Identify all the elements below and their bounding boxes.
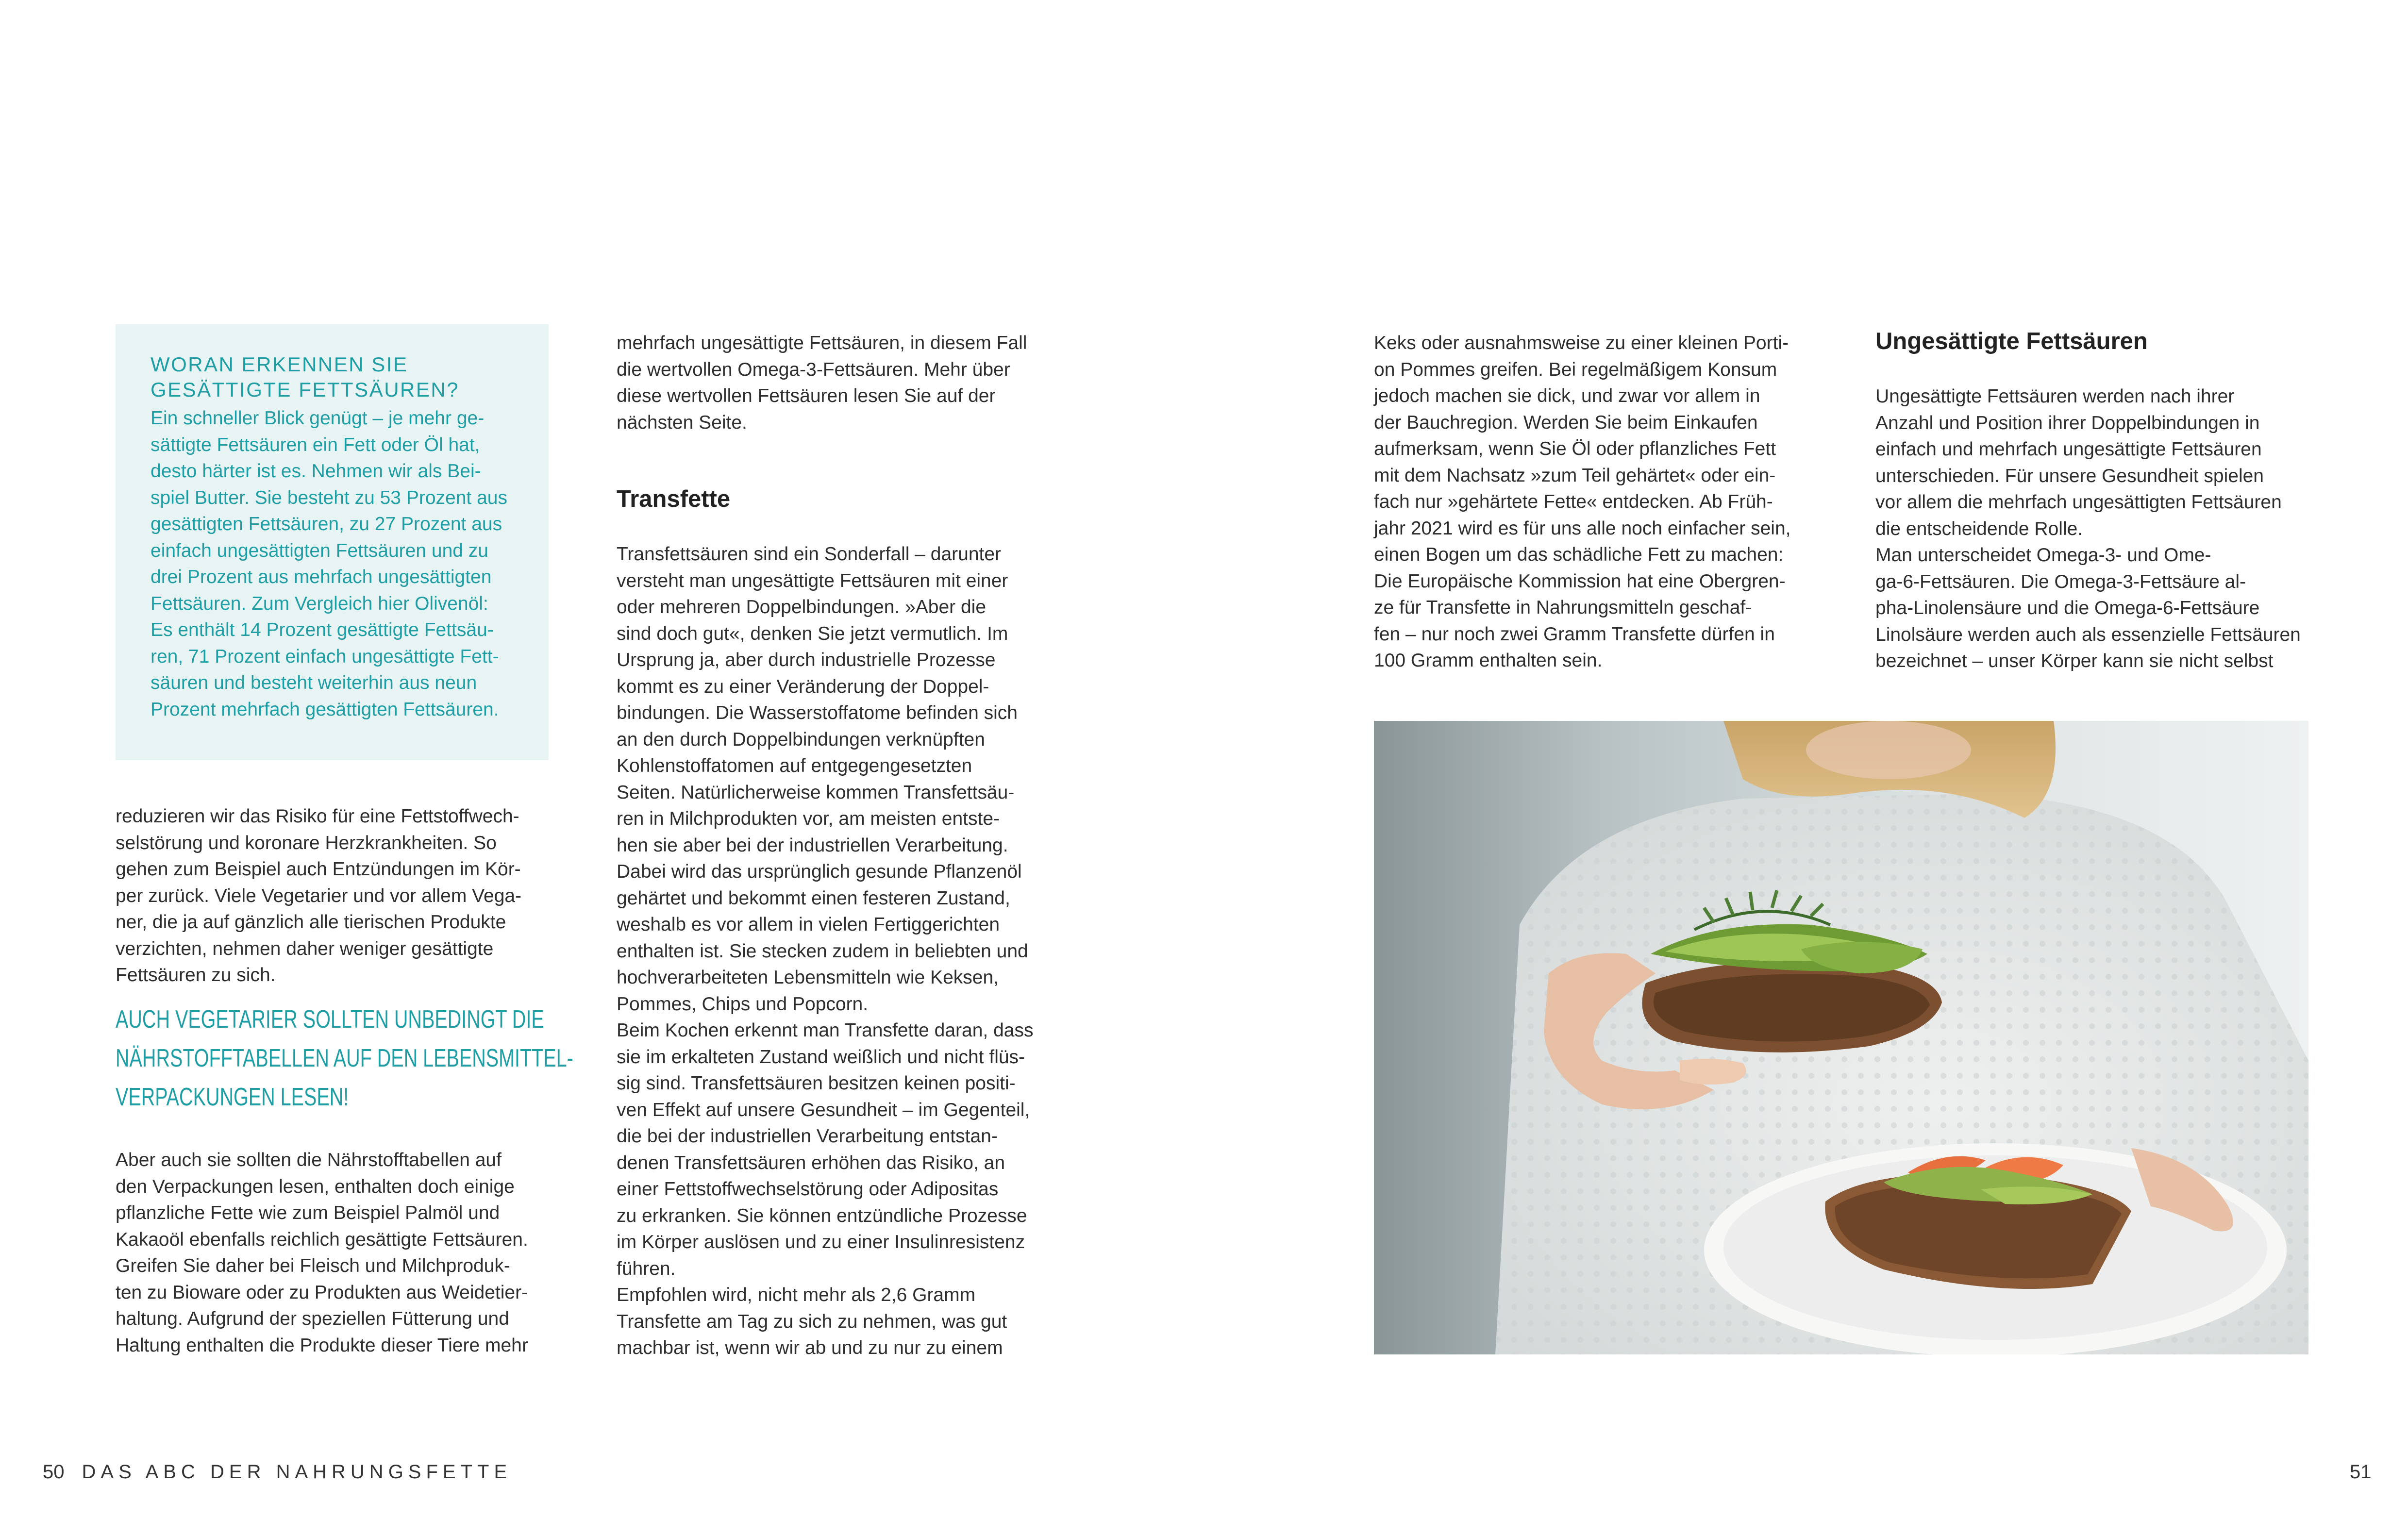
text-line: Anzahl und Position ihrer Doppelbindungen in	[1875, 412, 2260, 434]
info-box-title-line: WORAN ERKENNEN SIE	[150, 353, 408, 376]
text-line: Pommes, Chips und Popcorn.	[617, 993, 869, 1015]
text-line: unterschieden. Für unsere Gesundheit spielen	[1875, 465, 2264, 486]
info-box-line: sättigte Fettsäuren ein Fett oder Öl hat,	[150, 434, 480, 455]
text-line: versteht man ungesättigte Fettsäuren mit einer	[617, 570, 1008, 591]
text-line: Haltung enthalten die Produkte dieser Tiere mehr	[116, 1335, 528, 1356]
text-line: 100 Gramm enthalten sein.	[1374, 650, 1603, 671]
text-line: einfach und mehrfach ungesättigte Fettsäuren	[1875, 439, 2262, 460]
text-line: ner, die ja auf gänzlich alle tierischen Produkte	[116, 912, 506, 933]
text-line: fach nur »gehärtete Fette« entdecken. Ab Früh-	[1374, 491, 1773, 512]
text-line: sig sind. Transfettsäuren besitzen keinen positi-	[617, 1073, 1016, 1094]
text-line: Ursprung ja, aber durch industrielle Prozesse	[617, 650, 996, 670]
text-line: Greifen Sie daher bei Fleisch und Milchproduk-	[116, 1255, 510, 1276]
text-line: gehen zum Beispiel auch Entzündungen im Kör-	[116, 859, 521, 880]
text-line: Fettsäuren zu sich.	[116, 965, 276, 985]
text-line: einer Fettstoffwechselstörung oder Adipositas	[617, 1179, 999, 1200]
text-line: nächsten Seite.	[617, 412, 747, 433]
left-column-1-paragraph-2	[116, 1147, 552, 1359]
text-line: weshalb es vor allem in vielen Fertiggerichten	[617, 914, 1000, 935]
page-number-left: 50	[43, 1461, 65, 1483]
text-line: Linolsäure werden auch als essenzielle Fettsäuren	[1875, 624, 2301, 645]
text-line: der Bauchregion. Werden Sie beim Einkaufen	[1374, 412, 1758, 433]
text-line: bindungen. Die Wasserstoffatome befinden sich	[617, 702, 1018, 723]
text-line: verzichten, nehmen daher weniger gesättigte	[116, 938, 494, 959]
text-line: ga-6-Fettsäuren. Die Omega-3-Fettsäure al-	[1875, 571, 2246, 592]
text-line: bezeichnet – unser Körper kann sie nicht selbst	[1875, 651, 2274, 671]
section-heading-transfette: Transfette	[617, 486, 731, 512]
text-line: mit dem Nachsatz »zum Teil gehärtet« oder ein-	[1374, 465, 1776, 486]
text-line: Beim Kochen erkennt man Transfette daran, dass	[617, 1020, 1034, 1041]
text-line: hen sie aber bei der industriellen Verarbeitung.	[617, 835, 1008, 856]
section-heading-ungesaettigte: Ungesättigte Fettsäuren	[1875, 328, 2148, 354]
info-box-line: ren, 71 Prozent einfach ungesättigte Fett-	[150, 646, 499, 667]
text-line: im Körper auslösen und zu einer Insulinresistenz	[617, 1232, 1025, 1252]
text-line: jedoch machen sie dick, und zwar vor allem in	[1374, 385, 1760, 406]
text-line: einen Bogen um das schädliche Fett zu machen:	[1374, 544, 1784, 565]
text-line: on Pommes greifen. Bei regelmäßigem Konsum	[1374, 359, 1777, 380]
text-line: jahr 2021 wird es für uns alle noch einfacher sein,	[1374, 517, 1791, 539]
info-box-line: desto härter ist es. Nehmen wir als Bei-	[150, 461, 481, 482]
info-box-line: Es enthält 14 Prozent gesättigte Fettsäu-	[150, 619, 494, 640]
text-line: an den durch Doppelbindungen verknüpften	[617, 729, 985, 750]
text-line: Keks oder ausnahmsweise zu einer kleinen Porti-	[1374, 333, 1789, 353]
avocado-toast-photo	[1374, 721, 2308, 1354]
pull-quote-line: VERPACKUNGEN LESEN!	[116, 1083, 349, 1111]
left-column-2-intro	[617, 330, 1054, 436]
text-line: sie im erkalteten Zustand weißlich und nicht flüs-	[617, 1046, 1025, 1068]
pull-quote	[116, 1000, 573, 1117]
left-column-1-paragraph	[116, 803, 552, 989]
text-line: enthalten ist. Sie stecken zudem in beliebten und	[617, 940, 1028, 962]
text-line: die entscheidende Rolle.	[1875, 518, 2083, 539]
info-box-line: Fettsäuren. Zum Vergleich hier Olivenöl:	[150, 593, 488, 614]
text-line: Dabei wird das ursprünglich gesunde Pflanzenöl	[617, 861, 1022, 882]
text-line: Man unterscheidet Omega-3- und Ome-	[1875, 545, 2211, 566]
text-line: aufmerksam, wenn Sie Öl oder pflanzliches Fett	[1374, 438, 1776, 459]
text-line: kommt es zu einer Veränderung der Doppel-	[617, 676, 989, 697]
section-title: DAS ABC DER NAHRUNGSFETTE	[82, 1461, 512, 1483]
text-line: die bei der industriellen Verarbeitung entstan-	[617, 1126, 998, 1147]
text-line: selstörung und koronare Herzkrankheiten. So	[116, 832, 497, 853]
info-box-line: einfach ungesättigten Fettsäuren und zu	[150, 540, 488, 561]
text-line: die wertvollen Omega-3-Fettsäuren. Mehr über	[617, 359, 1010, 380]
page-number-right: 51	[2350, 1461, 2372, 1483]
text-line: Empfohlen wird, nicht mehr als 2,6 Gramm	[617, 1285, 976, 1305]
text-line: Kohlenstoffatomen auf entgegengesetzten	[617, 755, 972, 776]
text-line: reduzieren wir das Risiko für eine Fettstoffwech-	[116, 806, 519, 827]
text-line: ren in Milchprodukten vor, am meisten entste-	[617, 808, 1000, 829]
text-line: ven Effekt auf unsere Gesundheit – im Gegenteil,	[617, 1099, 1030, 1120]
text-line: diese wertvollen Fettsäuren lesen Sie auf der	[617, 385, 996, 406]
left-column-2-body	[617, 541, 1054, 1362]
text-line: mehrfach ungesättigte Fettsäuren, in diesem Fall	[617, 333, 1027, 353]
info-box-title	[150, 352, 514, 402]
text-line: per zurück. Viele Vegetarier und vor allem Vega-	[116, 885, 522, 906]
info-box	[116, 324, 549, 760]
pull-quote-line: AUCH VEGETARIER SOLLTEN UNBEDINGT DIE	[116, 1005, 544, 1034]
text-line: den Verpackungen lesen, enthalten doch einige	[116, 1176, 515, 1197]
text-line: Transfettsäuren sind ein Sonderfall – darunter	[617, 544, 1002, 565]
text-line: Transfette am Tag zu sich zu nehmen, was gut	[617, 1311, 1007, 1332]
info-box-line: spiel Butter. Sie besteht zu 53 Prozent aus	[150, 487, 507, 508]
text-line: Die Europäische Kommission hat eine Obergren-	[1374, 570, 1786, 592]
info-box-line: drei Prozent aus mehrfach ungesättigten	[150, 567, 492, 587]
text-line: Aber auch sie sollten die Nährstofftabellen auf	[116, 1150, 502, 1170]
text-line: ze für Transfette in Nahrungsmitteln geschaf-	[1374, 597, 1752, 618]
text-line: pflanzliche Fette wie zum Beispiel Palmöl und	[116, 1202, 500, 1223]
right-column-2	[1875, 384, 2322, 675]
info-box-body	[150, 405, 514, 723]
text-line: Kakaoöl ebenfalls reichlich gesättigte Fettsäuren.	[116, 1229, 528, 1250]
running-footer	[43, 1461, 512, 1483]
info-box-line: Prozent mehrfach gesättigten Fettsäuren.	[150, 699, 499, 720]
text-line: führen.	[617, 1258, 676, 1279]
text-line: oder mehreren Doppelbindungen. »Aber die	[617, 597, 987, 618]
text-line: vor allem die mehrfach ungesättigten Fettsäuren	[1875, 492, 2282, 513]
text-line: pha-Linolensäure und die Omega-6-Fettsäure	[1875, 598, 2260, 618]
info-box-title-line: GESÄTTIGTE FETTSÄUREN?	[150, 378, 460, 401]
text-line: fen – nur noch zwei Gramm Transfette dürfen in	[1374, 623, 1775, 645]
info-box-line: säuren und besteht weiterhin aus neun	[150, 672, 477, 693]
text-line: machbar ist, wenn wir ab und zu nur zu einem	[617, 1337, 1003, 1358]
text-line: Seiten. Natürlicherweise kommen Transfettsäu-	[617, 782, 1015, 803]
text-line: ten zu Bioware oder zu Produkten aus Weidetier-	[116, 1282, 528, 1303]
right-column-1	[1374, 330, 1811, 674]
photo-illustration	[1374, 721, 2308, 1354]
text-line: zu erkranken. Sie können entzündliche Prozesse	[617, 1205, 1027, 1226]
text-line: denen Transfettsäuren erhöhen das Risiko, an	[617, 1152, 1005, 1173]
text-line: sind doch gut«, denken Sie jetzt vermutlich. Im	[617, 623, 1008, 644]
text-line: gehärtet und bekommt einen festeren Zustand,	[617, 887, 1010, 909]
text-line: haltung. Aufgrund der speziellen Fütterung und	[116, 1308, 509, 1329]
info-box-line: Ein schneller Blick genügt – je mehr ge-	[150, 408, 485, 429]
info-box-line: gesättigten Fettsäuren, zu 27 Prozent aus	[150, 514, 502, 534]
text-line: hochverarbeiteten Lebensmitteln wie Keksen,	[617, 967, 999, 988]
text-line: Ungesättigte Fettsäuren werden nach ihrer	[1875, 386, 2235, 407]
pull-quote-line: NÄHRSTOFFTABELLEN AUF DEN LEBENSMITTEL-	[116, 1044, 573, 1072]
